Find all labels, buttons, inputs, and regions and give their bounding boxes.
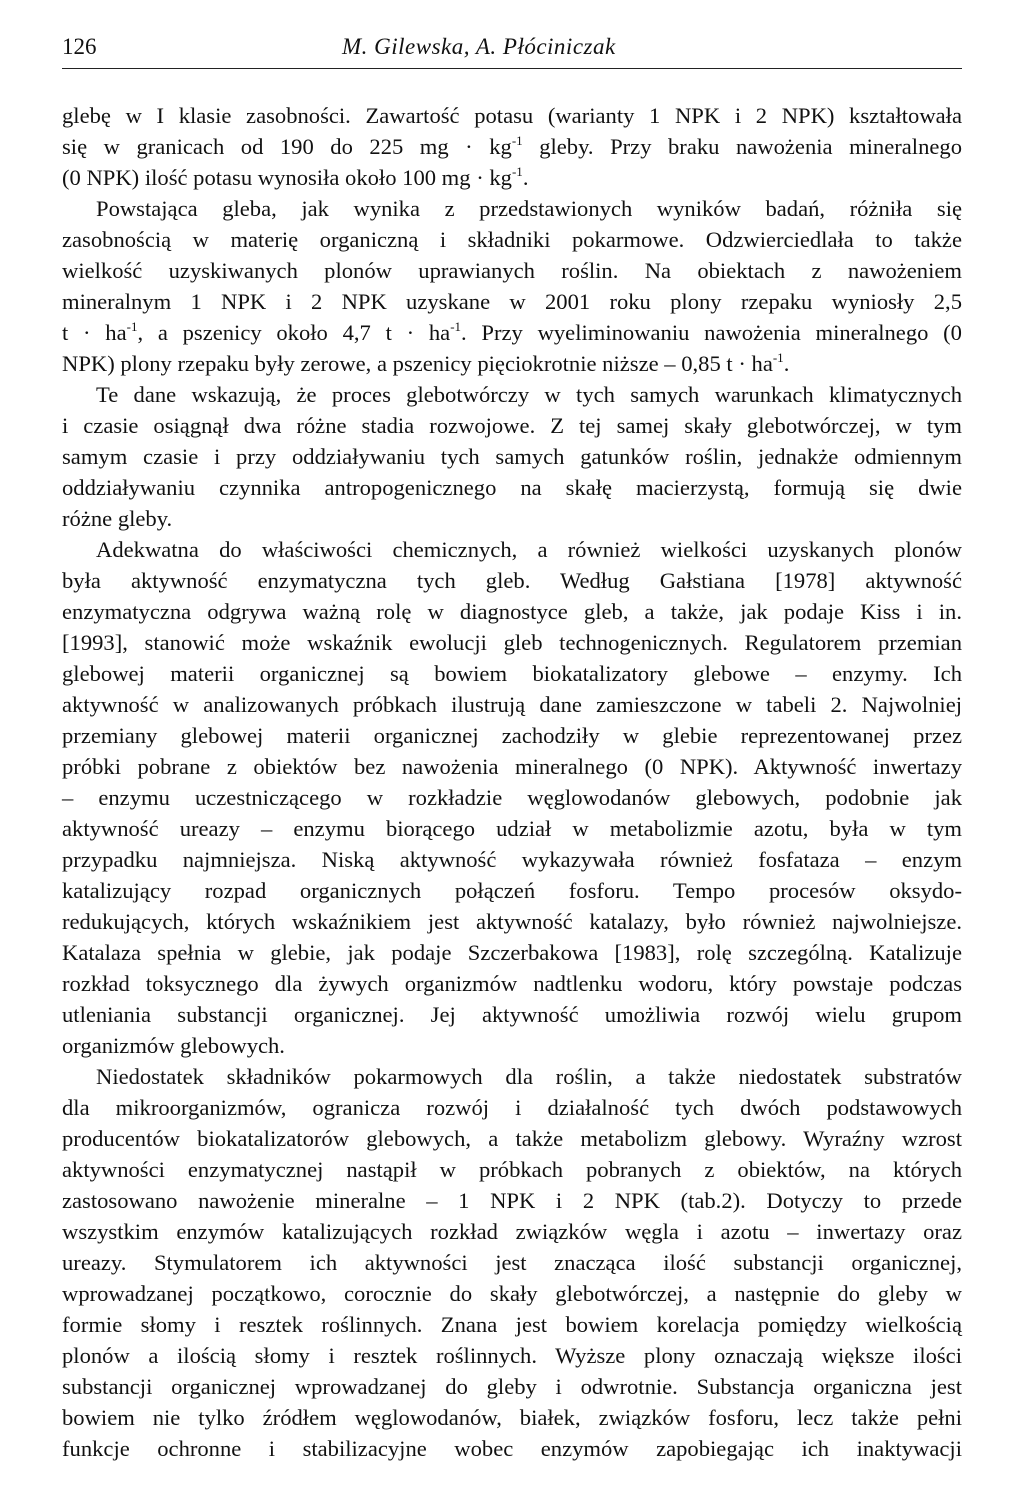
text-line: Niedostatek składników pokarmowych dla roślin, a także niedostatek substratów bbox=[96, 1064, 962, 1089]
text-line: bowiem nie tylko źródłem węglowodanów, białek, związków fosforu, lecz także pełni bbox=[62, 1405, 962, 1430]
text-line: była aktywność enzymatyczna tych gleb. Według Gałstiana [1978] aktywność bbox=[62, 568, 962, 593]
text-line: zastosowano nawożenie mineralne – 1 NPK i 2 NPK (tab.2). Dotyczy to przede bbox=[62, 1188, 962, 1213]
text-line: plonów a ilością słomy i resztek roślinnych. Wyższe plony oznaczają większe ilości bbox=[62, 1343, 962, 1368]
text-line: Te dane wskazują, że proces glebotwórczy w tych samych warunkach klimatycznych bbox=[96, 382, 962, 407]
text-line: substancji organicznej wprowadzanej do gleby i odwrotnie. Substancja organiczna jest bbox=[62, 1374, 962, 1399]
text-line: oddziaływaniu czynnika antropogenicznego na skałę macierzystą, formują się dwie bbox=[62, 475, 962, 500]
text-line: zasobnością w materię organiczną i składniki pokarmowe. Odzwierciedlała to także bbox=[62, 227, 962, 252]
text-line: organizmów glebowych. bbox=[62, 1033, 285, 1058]
text-line: producentów biokatalizatorów glebowych, a także metabolizm glebowy. Wyraźny wzrost bbox=[62, 1126, 962, 1151]
text-line: rozkład toksycznego dla żywych organizmów nadtlenku wodoru, który powstaje podczas bbox=[62, 971, 962, 996]
text-line: ureazy. Stymulatorem ich aktywności jest znacząca ilość substancji organicznej, bbox=[62, 1250, 962, 1275]
text-line: wszystkim enzymów katalizujących rozkład związków węgla i azotu – inwertazy oraz bbox=[62, 1219, 962, 1244]
text-line: funkcje ochronne i stabilizacyjne wobec enzymów zapobiegając ich inaktywacji bbox=[62, 1436, 962, 1461]
text-line: Katalaza spełnia w glebie, jak podaje Szczerbakowa [1983], rolę szczególną. Katalizuje bbox=[62, 940, 962, 965]
text-line: i czasie osiągnął dwa różne stadia rozwojowe. Z tej samej skały glebotwórczej, w tym bbox=[62, 413, 962, 438]
text-line: (0 NPK) ilość potasu wynosiła około 100 mg · $kg^{-1}$. bbox=[62, 164, 529, 190]
superscript: -1 bbox=[450, 319, 462, 334]
text-line: aktywność w analizowanych próbkach ilustrują dane zamieszczone w tabeli 2. Najwolniej bbox=[62, 692, 962, 717]
body-text bbox=[62, 100, 962, 1464]
text-line: glebowej materii organicznej są bowiem biokatalizatory glebowe – enzymy. Ich bbox=[62, 661, 962, 686]
text-line: glebę w I klasie zasobności. Zawartość potasu (warianty 1 NPK i 2 NPK) kształtowała bbox=[62, 103, 962, 128]
superscript: -1 bbox=[126, 319, 138, 334]
superscript: -1 bbox=[511, 164, 523, 179]
text-line: wprowadzanej początkowo, corocznie do skały glebotwórczej, a następnie do gleby w bbox=[62, 1281, 962, 1306]
text-line: dla mikroorganizmów, ogranicza rozwój i działalność tych dwóch podstawowych bbox=[62, 1095, 962, 1120]
text-line: samym czasie i przy oddziaływaniu tych samych gatunków roślin, jednakże odmiennym bbox=[62, 444, 962, 469]
text-line: aktywność ureazy – enzymu biorącego udział w metabolizmie azotu, była w tym bbox=[62, 816, 962, 841]
page-number: 126 bbox=[62, 34, 97, 59]
text-line: różne gleby. bbox=[62, 506, 173, 531]
text-line: NPK) plony rzepaku były zerowe, a pszenicy pięciokrotnie niższe – 0,85 $t \cdot ha^{-1}$. bbox=[62, 350, 790, 376]
text-line: – enzymu uczestniczącego w rozkładzie węglowodanów glebowych, podobnie jak bbox=[62, 785, 962, 810]
text-line: utleniania substancji organicznej. Jej aktywność umożliwia rozwój wielu grupom bbox=[62, 1002, 962, 1027]
text-line: katalizujący rozpad organicznych połączeń fosforu. Tempo procesów oksydo- bbox=[62, 878, 962, 903]
text-line: mineralnym 1 NPK i 2 NPK uzyskane w 2001 roku plony rzepaku wyniosły 2,5 bbox=[62, 289, 962, 314]
text-line: Adekwatna do właściwości chemicznych, a również wielkości uzyskanych plonów bbox=[96, 537, 962, 562]
text-line: próbki pobrane z obiektów bez nawożenia mineralnego (0 NPK). Aktywność inwertazy bbox=[62, 754, 962, 779]
superscript: -1 bbox=[772, 350, 784, 365]
text-line: Powstająca gleba, jak wynika z przedstawionych wyników badań, różniła się bbox=[96, 196, 962, 221]
text-line: [1993], stanowić może wskaźnik ewolucji gleb technogenicznych. Regulatorem przemian bbox=[62, 630, 962, 655]
text-line: się w granicach od 190 do 225 mg · $kg^{-1}$ gleby. Przy braku nawożenia mineralnego bbox=[62, 133, 963, 159]
text-line: redukujących, których wskaźnikiem jest aktywność katalazy, było również najwolniejsze. bbox=[62, 909, 962, 934]
page-header bbox=[62, 32, 962, 62]
superscript: -1 bbox=[511, 133, 523, 148]
text-line: $t \cdot ha^{-1}$, a pszenicy około 4,7 $t \cdot ha^{-1}$. Przy wyeliminowaniu nawożenia mineralnego (0 bbox=[62, 319, 962, 345]
text-line: przypadku najmniejsza. Niską aktywność wykazywała również fosfataza – enzym bbox=[62, 847, 962, 872]
text-line: wielkość uzyskiwanych plonów uprawianych roślin. Na obiektach z nawożeniem bbox=[62, 258, 962, 283]
text-line: enzymatyczna odgrywa ważną rolę w diagnostyce gleb, a także, jak podaje Kiss i in. bbox=[62, 599, 962, 624]
text-line: formie słomy i resztek roślinnych. Znana jest bowiem korelacja pomiędzy wielkością bbox=[62, 1312, 962, 1337]
text-line: aktywności enzymatycznej nastąpił w próbkach pobranych z obiektów, na których bbox=[62, 1157, 962, 1182]
text-line: przemiany glebowej materii organicznej zachodziły w glebie reprezentowanej przez bbox=[62, 723, 962, 748]
header-rule bbox=[62, 68, 962, 69]
running-head-authors: M. Gilewska, A. Płóciniczak bbox=[342, 34, 616, 59]
